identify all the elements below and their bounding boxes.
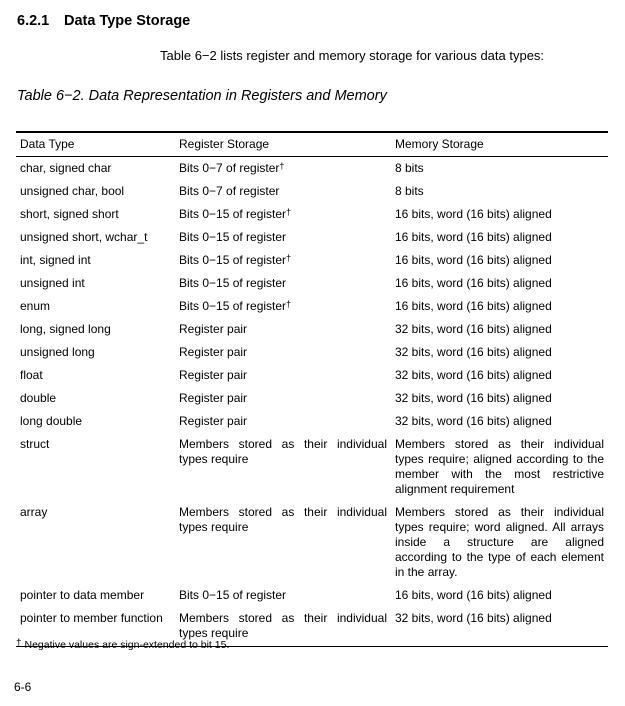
cell-register-storage [175, 501, 391, 584]
cell-memory-storage: 16 bits, word (16 bits) aligned [395, 588, 552, 602]
cell-register-storage [175, 584, 391, 607]
table-row [16, 295, 608, 318]
cell-memory-storage: 16 bits, word (16 bits) aligned [395, 276, 552, 290]
register-storage-text: Register pair [179, 345, 248, 359]
page-number: 6-6 [14, 680, 32, 694]
section-heading [17, 13, 190, 29]
cell-data-type: enum [20, 299, 51, 313]
cell-data-type: int, signed int [20, 253, 91, 267]
cell-memory-storage: 16 bits, word (16 bits) aligned [395, 230, 552, 244]
register-storage-text: Register pair [179, 391, 248, 405]
cell-data-type: char, signed char [20, 161, 112, 175]
cell-memory-storage: Members stored as their individual types require; word aligned. All arrays inside a structure are aligned according to the type of each element in the array. [395, 505, 604, 579]
register-storage-text: Bits 0−15 of register [179, 276, 287, 290]
cell-register-storage [175, 226, 391, 249]
cell-data-type: unsigned int [20, 276, 85, 290]
cell-memory-storage: 32 bits, word (16 bits) aligned [395, 322, 552, 336]
cell-register-storage [175, 387, 391, 410]
cell-memory-storage: 32 bits, word (16 bits) aligned [395, 414, 552, 428]
table-body [16, 157, 608, 647]
table-row [16, 364, 608, 387]
table-row [16, 501, 608, 584]
cell-register-storage [175, 364, 391, 387]
cell-data-type: array [20, 505, 48, 519]
cell-memory-storage: 32 bits, word (16 bits) aligned [395, 345, 552, 359]
table-row [16, 226, 608, 249]
table-footnote [16, 639, 229, 651]
register-storage-text: Register pair [179, 368, 248, 382]
cell-register-storage [175, 433, 391, 501]
cell-register-storage [175, 295, 391, 318]
cell-register-storage [175, 203, 391, 226]
intro-paragraph: Table 6−2 lists register and memory storage for various data types: [160, 48, 545, 63]
register-storage-text: Bits 0−15 of register [179, 230, 287, 244]
table-row [16, 387, 608, 410]
cell-register-storage [175, 272, 391, 295]
table-row [16, 433, 608, 501]
table-row [16, 272, 608, 295]
register-storage-text: Bits 0−15 of register [179, 588, 287, 602]
cell-register-storage [175, 410, 391, 433]
register-storage-text: Bits 0−7 of register [179, 184, 280, 198]
register-storage-text: Bits 0−15 of register [179, 299, 287, 313]
cell-memory-storage: 16 bits, word (16 bits) aligned [395, 253, 552, 267]
cell-data-type: pointer to member function [16, 607, 175, 647]
table-row [16, 584, 608, 607]
section-title: Data Type Storage [64, 13, 191, 29]
cell-memory-storage: 32 bits, word (16 bits) aligned [395, 368, 552, 382]
table-row [16, 249, 608, 272]
data-type-table [16, 131, 608, 647]
register-storage-text: Register pair [179, 322, 248, 336]
register-storage-text: Register pair [179, 414, 248, 428]
dagger-footnote-mark: † [286, 207, 292, 217]
dagger-footnote-mark: † [286, 253, 292, 263]
header-data-type: Data Type [16, 132, 175, 157]
table-row [16, 180, 608, 203]
dagger-footnote-mark: † [286, 299, 292, 309]
cell-data-type: double [20, 391, 57, 405]
cell-memory-storage: 8 bits [395, 161, 424, 175]
table-header-row [16, 132, 608, 157]
register-storage-text: Bits 0−15 of register [179, 253, 287, 267]
cell-data-type: struct [20, 437, 50, 451]
register-storage-text: Bits 0−7 of register [179, 161, 280, 175]
header-memory-storage: Memory Storage [391, 132, 608, 157]
cell-data-type: short, signed short [20, 207, 119, 221]
footnote-text: Negative values are sign-extended to bit 15. [24, 639, 230, 651]
cell-memory-storage: 32 bits, word (16 bits) aligned [391, 607, 608, 647]
register-storage-text: Members stored as their individual types require [179, 611, 387, 640]
section-number: 6.2.1 [17, 13, 50, 29]
cell-memory-storage: 16 bits, word (16 bits) aligned [395, 299, 552, 313]
cell-data-type: unsigned long [20, 345, 95, 359]
cell-data-type: float [20, 368, 43, 382]
cell-register-storage [175, 157, 391, 181]
cell-memory-storage: Members stored as their individual types require; aligned according to the member with the most restrictive alignment requirement [395, 437, 604, 496]
table-row [16, 410, 608, 433]
cell-register-storage [175, 318, 391, 341]
cell-data-type: pointer to data member [20, 588, 145, 602]
cell-memory-storage: 32 bits, word (16 bits) aligned [395, 391, 552, 405]
cell-register-storage [175, 249, 391, 272]
cell-memory-storage: 8 bits [395, 184, 424, 198]
cell-data-type: unsigned short, wchar_t [20, 230, 148, 244]
register-storage-text: Bits 0−15 of register [179, 207, 287, 221]
cell-data-type: unsigned char, bool [20, 184, 125, 198]
header-register-storage: Register Storage [175, 132, 391, 157]
table-row [16, 341, 608, 364]
register-storage-text: Members stored as their individual types require [179, 505, 387, 534]
cell-register-storage [175, 341, 391, 364]
cell-data-type: long double [20, 414, 83, 428]
table-row [16, 318, 608, 341]
table-row [16, 203, 608, 226]
table-caption: Table 6−2. Data Representation in Registers and Memory [17, 88, 387, 104]
footnote-dagger-mark: † [16, 638, 22, 649]
cell-data-type: long, signed long [20, 322, 111, 336]
cell-register-storage [175, 180, 391, 203]
dagger-footnote-mark: † [279, 161, 285, 171]
cell-memory-storage: 16 bits, word (16 bits) aligned [395, 207, 552, 221]
table-row [16, 157, 608, 181]
register-storage-text: Members stored as their individual types require [179, 437, 387, 466]
